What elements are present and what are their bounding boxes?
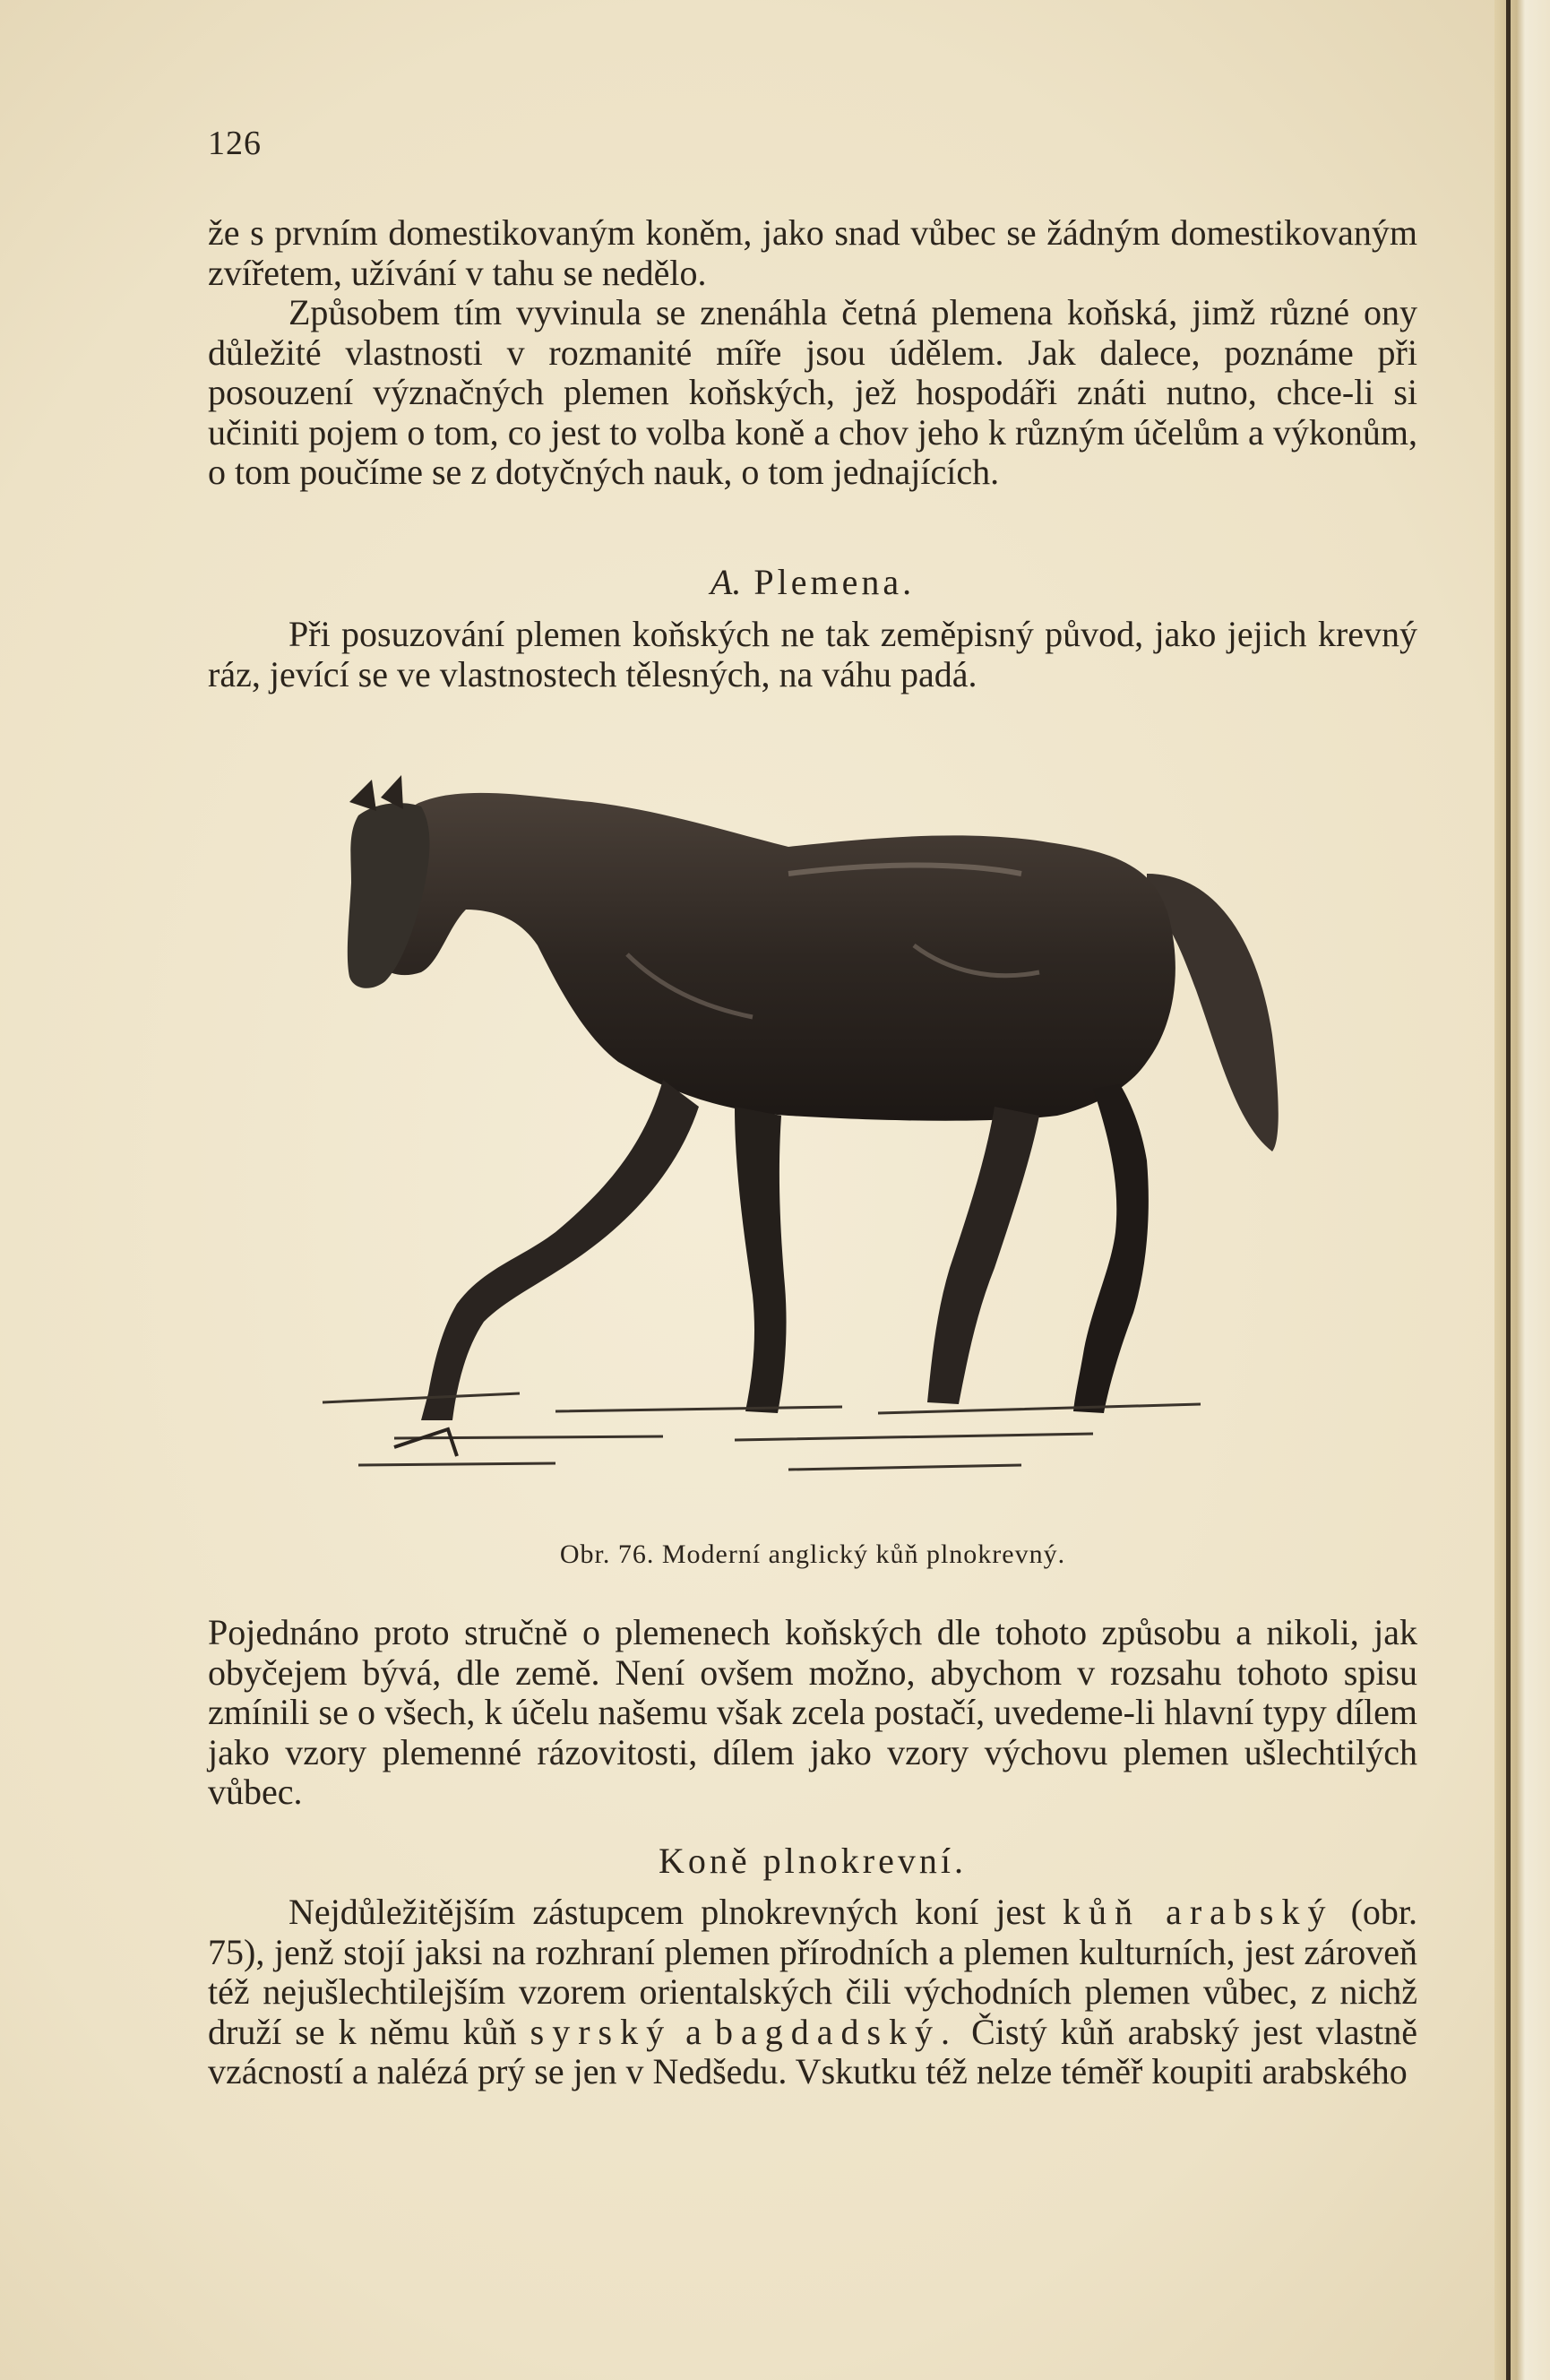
page-number: 126 — [208, 125, 262, 162]
horse-hind-leg-left — [927, 1107, 1039, 1404]
horse-front-leg-right — [735, 1107, 787, 1413]
figure-caption: Obr. 76. Moderní anglický kůň plnokrevný. — [559, 1539, 1066, 1569]
section-letter: A. — [710, 562, 742, 602]
section-heading-plemena — [208, 561, 1417, 603]
intro-text — [208, 213, 1417, 493]
term-bagdadsky: bagdadský. — [714, 2011, 959, 2052]
intro-paragraph-1: že s prvním domestikovaným koněm, jako snad vůbec se žádným domestikovaným zvířetem, užívání v tahu se nedělo. — [208, 212, 1417, 293]
after-figure-paragraph: Pojednáno proto stručně o plemenech koňských dle tohoto způsobu a nikoli, jak obyčejem bývá, dle země. Není ovšem možno, abychom v rozsahu tohoto spisu zmínili se o všech, k účelu našemu však zcela postačí, uvedeme-li hlavní typy dílem jako vzory plemenné rázovitosti, dílem jako vzory výchovu plemen ušlechtilých vůbec. — [208, 1612, 1417, 1812]
section-heading-plnokrevni: Koně plnokrevní. — [659, 1841, 967, 1881]
page-gutter — [1494, 0, 1550, 2380]
section-a-text — [208, 615, 1417, 694]
term-kun-arabsky: kůň arabský — [1063, 1892, 1334, 1932]
horse-body — [372, 793, 1175, 1121]
section-a-paragraph: Při posuzování plemen koňských ne tak zeměpisný původ, jako jejich krevný ráz, jevící se ve vlastnostech tělesných, na váhu padá. — [208, 614, 1417, 694]
section-b-text-part-1: Nejdůležitějším zástupcem plnokrevných koní jest — [288, 1892, 1046, 1932]
binding-edge — [1506, 0, 1511, 2380]
section-b-text-part-4: Čistý kůň arabský jest vlastně vzácností a nalézá prý se jen v Nedšedu. Vskutku též nelze téměř koupiti arabského — [208, 2011, 1418, 2091]
intro-paragraph-2: Způsobem tím vyvinula se znenáhla četná plemena koňská, jimž různé ony důležité vlastnosti v rozmanité míře jsou údělem. Jak dalece, poznáme při posouzení význačných plemen koňských, jež hospodáři znáti nutno, chce-li si učiniti pojem o tom, co jest to volba koně a chov jeho k různým účelům a výkonům, o tom poučíme se z dotyčných nauk, o tom jednajících. — [208, 292, 1417, 492]
term-syrsky: syrský — [530, 2011, 673, 2052]
horse-illustration — [287, 766, 1317, 1510]
section-b-paragraph — [208, 1893, 1417, 2092]
horse-front-leg-left — [421, 1080, 699, 1420]
section-title: Plemena. — [753, 562, 916, 602]
section-b-text — [208, 1893, 1417, 2092]
section-b-text-part-3: a — [685, 2011, 702, 2052]
horse-hind-leg-right — [1073, 1084, 1149, 1413]
section-b-text-part-2: (obr. 75), jenž stojí jaksi na rozhraní plemen přírodních a plemen kulturních, jest zároveň též nejušlechtilejším vzorem orientalských čili východních plemen vůbec, z nichž druží se k němu kůň — [208, 1892, 1418, 2052]
horse-engraving — [287, 766, 1317, 1510]
after-figure-text — [208, 1613, 1417, 1813]
